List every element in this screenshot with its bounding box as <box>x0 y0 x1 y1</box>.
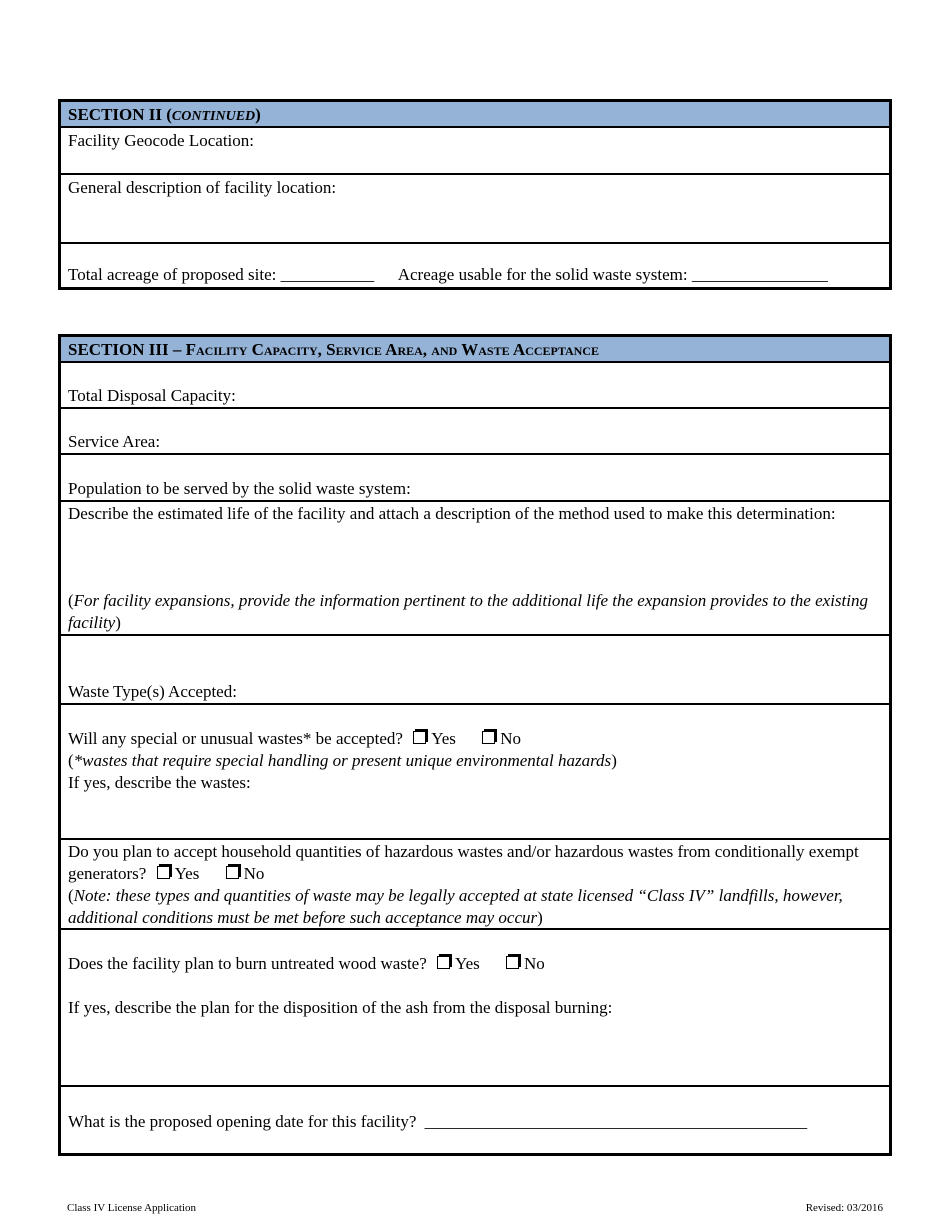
section-2-header: SECTION II (CONTINUED) <box>61 102 889 128</box>
service-area-label: Service Area: <box>68 432 161 451</box>
general-description-row[interactable] <box>61 175 889 244</box>
wood-burn-row <box>61 930 889 1087</box>
section-2-box <box>58 99 892 290</box>
special-wastes-no[interactable]: No <box>482 729 521 748</box>
usable-acreage-label: Acreage usable for the solid waste system: <box>397 265 688 284</box>
general-description-label: General description of facility location: <box>68 178 337 197</box>
geocode-row[interactable] <box>61 128 889 175</box>
checkbox-icon[interactable] <box>157 866 170 879</box>
special-wastes-question: Will any special or unusual wastes* be accepted? <box>68 729 403 748</box>
ash-disposition-label: If yes, describe the plan for the disposition of the ash from the disposal burning: <box>68 998 613 1017</box>
population-row[interactable] <box>61 455 889 502</box>
household-hazardous-row: Do you plan to accept household quantities of hazardous wastes and/or hazardous wastes from conditionally exempt generators? Yes No (Note: these types and quantities of waste may be legally accepted at state licensed “Class IV” landfills, however, additional conditions must be met before such acceptance may occur) <box>61 840 889 930</box>
special-wastes-row: Will any special or unusual wastes* be accepted? Yes No (*wastes that require special handling or present unique environmental hazards) If yes, describe the wastes: <box>61 705 889 840</box>
wood-burn-question: Does the facility plan to burn untreated wood waste? <box>68 954 427 973</box>
waste-types-row[interactable] <box>61 636 889 705</box>
special-wastes-note: *wastes that require special handling or present unique environmental hazards <box>73 751 612 770</box>
special-wastes-yes[interactable]: Yes <box>413 729 456 748</box>
capacity-label: Total Disposal Capacity: <box>68 386 236 405</box>
checkbox-icon[interactable] <box>506 956 519 969</box>
household-note: Note: these types and quantities of waste may be legally accepted at state licensed “Class IV” landfills, however, additional conditions must be met before such acceptance may occur <box>68 886 843 927</box>
geocode-label: Facility Geocode Location: <box>68 131 254 150</box>
expansion-note: For facility expansions, provide the information pertinent to the additional life the expansion provides to the existing facility <box>68 591 868 632</box>
estimated-life-label: Describe the estimated life of the facility and attach a description of the method used to make this determination: <box>68 504 836 523</box>
capacity-row[interactable] <box>61 363 889 409</box>
footer-right: Revised: 03/2016 <box>805 1202 883 1214</box>
checkbox-icon[interactable] <box>437 956 450 969</box>
checkbox-icon[interactable] <box>482 731 495 744</box>
estimated-life-row[interactable]: Describe the estimated life of the facility and attach a description of the method used to make this determination: (For facility expansions, provide the information pertinent to the additional life the expansion provides to the existing facility) <box>61 502 889 636</box>
checkbox-icon[interactable] <box>226 866 239 879</box>
acreage-row <box>61 244 889 287</box>
service-area-row[interactable] <box>61 409 889 455</box>
household-yes[interactable]: Yes <box>157 864 200 883</box>
opening-date-label: What is the proposed opening date for this facility? <box>68 1112 417 1131</box>
checkbox-icon[interactable] <box>413 731 426 744</box>
footer-left: Class IV License Application <box>67 1202 197 1214</box>
total-acreage-field[interactable]: ___________ <box>280 265 375 284</box>
continued-label: CONTINUED <box>171 109 256 124</box>
household-no[interactable]: No <box>226 864 265 883</box>
usable-acreage-field[interactable]: ________________ <box>691 265 828 284</box>
waste-types-label: Waste Type(s) Accepted: <box>68 682 237 701</box>
opening-date-field[interactable]: _____________________________________________ <box>424 1112 808 1131</box>
section-3-header: SECTION III – Facility Capacity, Service Area, and Waste Acceptance <box>61 337 889 363</box>
population-label: Population to be served by the solid waste system: <box>68 479 411 498</box>
special-wastes-describe: If yes, describe the wastes: <box>68 773 251 792</box>
opening-date-row <box>61 1087 889 1154</box>
household-question: Do you plan to accept household quantities of hazardous wastes and/or hazardous wastes from conditionally exempt generators? <box>68 842 859 883</box>
wood-burn-no[interactable]: No <box>506 954 545 973</box>
wood-burn-yes[interactable]: Yes <box>437 954 480 973</box>
section-3-box <box>58 334 892 1156</box>
total-acreage-label: Total acreage of proposed site: <box>68 265 277 284</box>
